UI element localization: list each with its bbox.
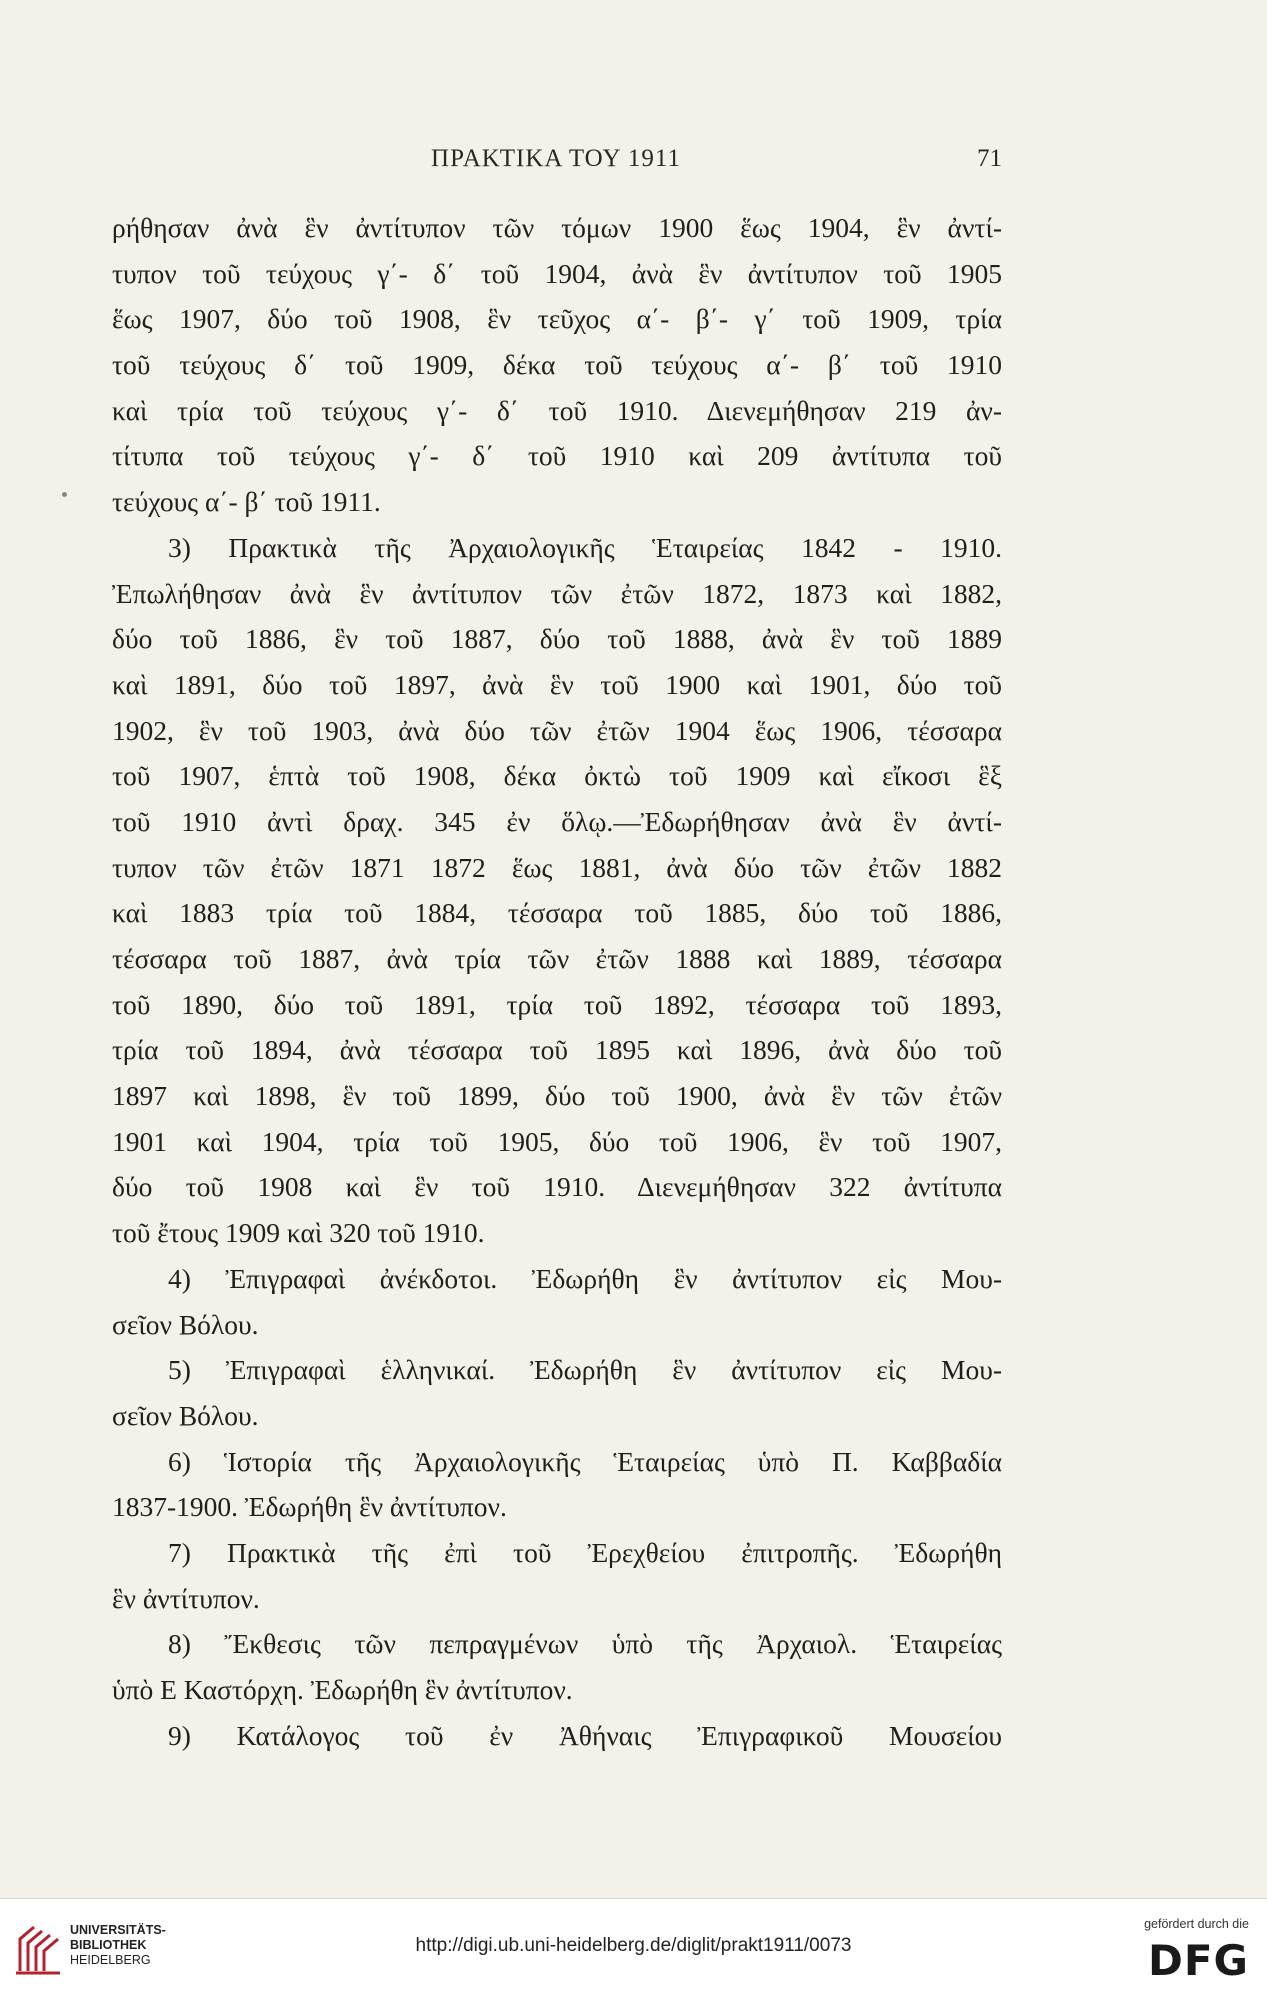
- text-line: δύο τοῦ 1908 καὶ ἓν τοῦ 1910. Διενεμήθησαν 322 ἀντίτυπα: [112, 1171, 1002, 1203]
- text-line: σεῖον Βόλου.: [112, 1399, 259, 1431]
- text-line: τεύχους α΄- β΄ τοῦ 1911.: [112, 486, 381, 518]
- text-line: τοῦ τεύχους δ΄ τοῦ 1909, δέκα τοῦ τεύχους α΄- β΄ τοῦ 1910: [112, 349, 1002, 381]
- item-heading-line: 5) Ἐπιγραφαὶ ἑλληνικαί. Ἐδωρήθη ἓν ἀντίτυπον εἰς Μου-: [168, 1354, 1002, 1386]
- text-line: σεῖον Βόλου.: [112, 1308, 259, 1340]
- page-number: 71: [977, 145, 1002, 172]
- text-line: ρήθησαν ἀνὰ ἓν ἀντίτυπον τῶν τόμων 1900 ἕως 1904, ἓν ἀντί-: [112, 212, 1002, 243]
- text-line: 1837-1900. Ἐδωρήθη ἓν ἀντίτυπον.: [112, 1491, 507, 1523]
- text-line: ἓν ἀντίτυπον.: [112, 1582, 260, 1614]
- text-line: Ἐπωλήθησαν ἀνὰ ἓν ἀντίτυπον τῶν ἐτῶν 1872, 1873 καὶ 1882,: [112, 577, 1002, 609]
- body-text: [112, 205, 1002, 1758]
- item-heading-line: 7) Πρακτικὰ τῆς ἐπὶ τοῦ Ἐρεχθείου ἐπιτροπῆς. Ἐδωρήθη: [168, 1536, 1002, 1568]
- text-line: τοῦ 1890, δύο τοῦ 1891, τρία τοῦ 1892, τέσσαρα τοῦ 1893,: [112, 988, 1002, 1020]
- text-line: καὶ 1883 τρία τοῦ 1884, τέσσαρα τοῦ 1885, δύο τοῦ 1886,: [112, 897, 1002, 929]
- running-title: ΠΡΑΚΤΙΚΑ ΤΟΥ 1911: [431, 145, 681, 172]
- item-heading-line: 6) Ἱστορία τῆς Ἀρχαιολογικῆς Ἑταιρείας ὑπὸ Π. Καββαδία: [168, 1445, 1002, 1477]
- text-line: τοῦ ἔτους 1909 καὶ 320 τοῦ 1910.: [112, 1217, 485, 1249]
- item-heading-line: 8) Ἔκθεσις τῶν πεπραγμένων ὑπὸ τῆς Ἀρχαιολ. Ἑταιρείας: [168, 1628, 1002, 1660]
- text-line: ὑπὸ Ε Καστόρχη. Ἐδωρήθη ἓν ἀντίτυπον.: [112, 1674, 573, 1705]
- text-line: τυπον τοῦ τεύχους γ΄- δ΄ τοῦ 1904, ἀνὰ ἓν ἀντίτυπον τοῦ 1905: [112, 257, 1002, 289]
- viewer-footer: [0, 1898, 1267, 1994]
- item-heading-line: 4) Ἐπιγραφαὶ ἀνέκδοτοι. Ἐδωρήθη ἓν ἀντίτυπον εἰς Μου-: [168, 1262, 1002, 1294]
- library-name-line: BIBLIOTHEK: [70, 1938, 147, 1952]
- text-line: 1902, ἓν τοῦ 1903, ἀνὰ δύο τῶν ἐτῶν 1904 ἕως 1906, τέσσαρα: [112, 714, 1002, 746]
- text-line: 1901 καὶ 1904, τρία τοῦ 1905, δύο τοῦ 1906, ἓν τοῦ 1907,: [112, 1125, 1002, 1157]
- margin-mark: [62, 492, 67, 497]
- text-line: τέσσαρα τοῦ 1887, ἀνὰ τρία τῶν ἐτῶν 1888 καὶ 1889, τέσσαρα: [112, 943, 1002, 974]
- dfg-logo: DFG: [1147, 1936, 1249, 1985]
- source-url-link[interactable]: http://digi.ub.uni-heidelberg.de/diglit/prakt1911/0073: [415, 1935, 852, 1956]
- funded-by-label: gefördert durch die: [1144, 1917, 1249, 1931]
- text-line: καὶ 1891, δύο τοῦ 1897, ἀνὰ ἓν τοῦ 1900 καὶ 1901, δύο τοῦ: [112, 668, 1002, 700]
- text-line: τρία τοῦ 1894, ἀνὰ τέσσαρα τοῦ 1895 καὶ 1896, ἀνὰ δύο τοῦ: [112, 1034, 1002, 1066]
- text-line: τίτυπα τοῦ τεύχους γ΄- δ΄ τοῦ 1910 καὶ 209 ἀντίτυπα τοῦ: [112, 440, 1002, 472]
- text-line: καὶ τρία τοῦ τεύχους γ΄- δ΄ τοῦ 1910. Διενεμήθησαν 219 ἀν-: [112, 394, 1002, 426]
- text-line: δύο τοῦ 1886, ἓν τοῦ 1887, δύο τοῦ 1888, ἀνὰ ἓν τοῦ 1889: [112, 623, 1002, 655]
- text-line: τοῦ 1907, ἑπτὰ τοῦ 1908, δέκα ὀκτὼ τοῦ 1909 καὶ εἴκοσι ἓξ: [112, 760, 1002, 792]
- running-header: [110, 145, 1002, 185]
- library-name-line: UNIVERSITÄTS-: [70, 1923, 166, 1937]
- text-line: 1897 καὶ 1898, ἓν τοῦ 1899, δύο τοῦ 1900, ἀνὰ ἓν τῶν ἐτῶν: [112, 1080, 1002, 1112]
- text-line: τυπον τῶν ἐτῶν 1871 1872 ἕως 1881, ἀνὰ δύο τῶν ἐτῶν 1882: [112, 851, 1002, 883]
- text-line: ἕως 1907, δύο τοῦ 1908, ἓν τεῦχος α΄- β΄- γ΄ τοῦ 1909, τρία: [112, 303, 1002, 335]
- item-heading-line: 3) Πρακτικὰ τῆς Ἀρχαιολογικῆς Ἑταιρείας 1842 - 1910.: [168, 531, 1002, 563]
- library-name-line: HEIDELBERG: [70, 1953, 151, 1967]
- text-line: τοῦ 1910 ἀντὶ δραχ. 345 ἐν ὅλῳ.—Ἐδωρήθησαν ἀνὰ ἓν ἀντί-: [112, 805, 1002, 837]
- item-heading-line: 9) Κατάλογος τοῦ ἐν Ἀθήναις Ἐπιγραφικοῦ Μουσείου: [168, 1719, 1002, 1751]
